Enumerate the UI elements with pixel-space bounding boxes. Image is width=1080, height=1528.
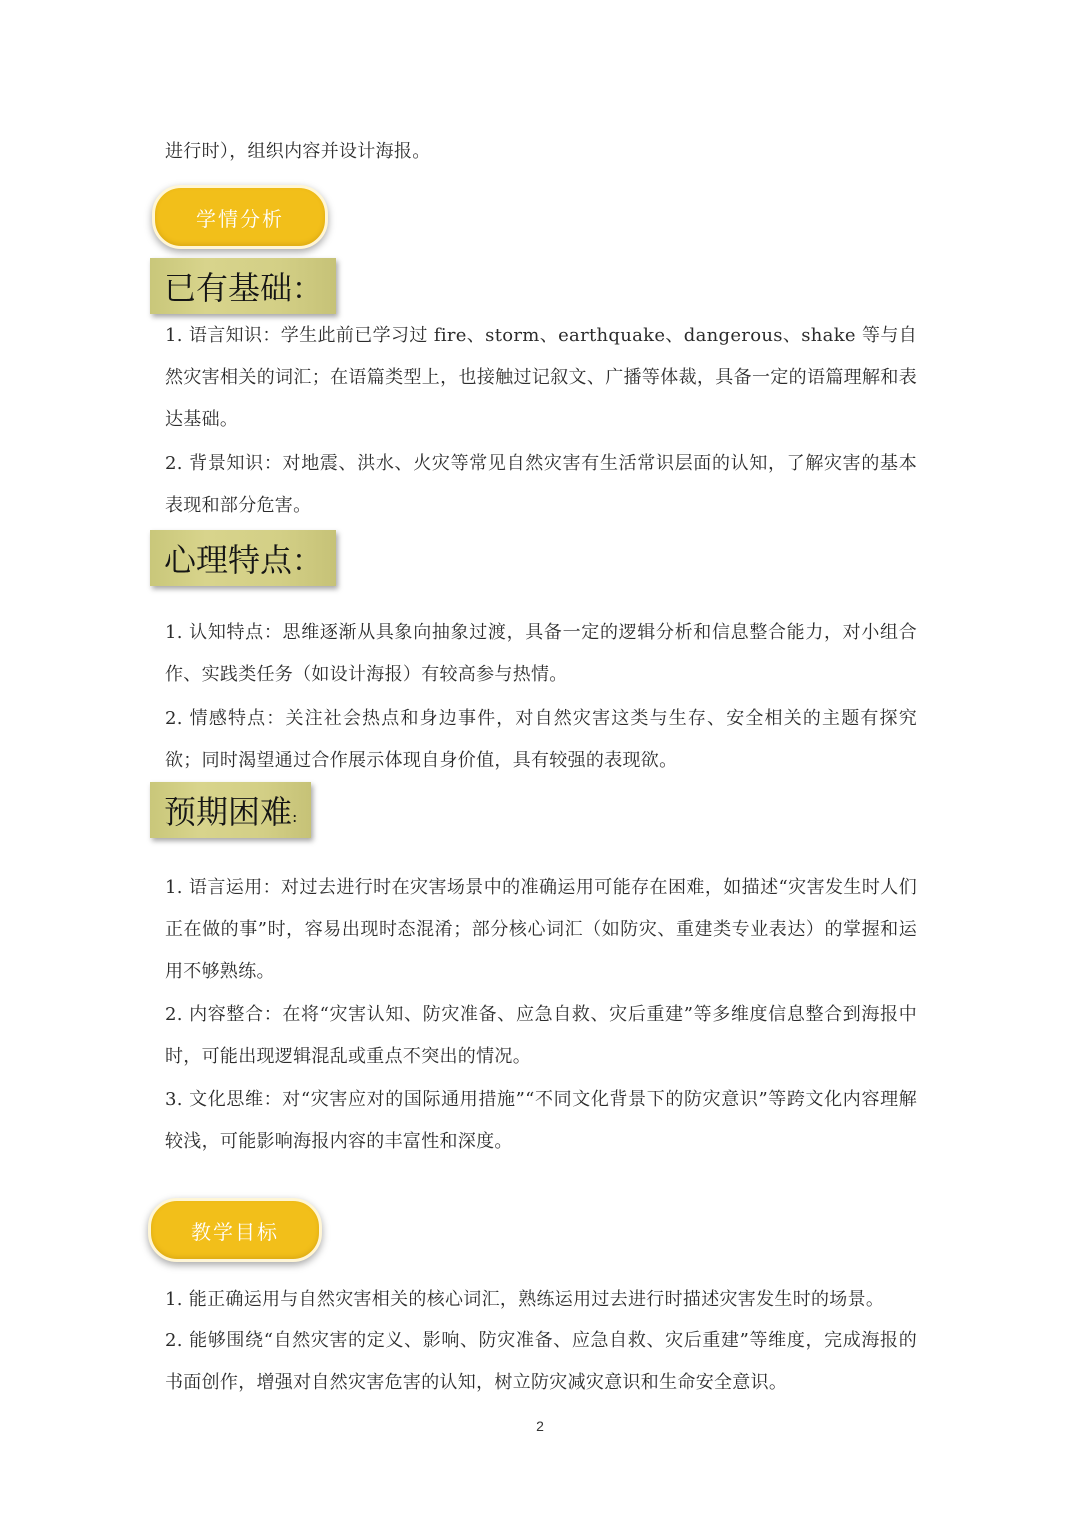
heading-colon: : [292,807,298,826]
psychology-item-1: 1. 认知特点：思维逐渐从具象向抽象过渡，具备一定的逻辑分析和信息整合能力，对小组合作、实践类任务（如设计海报）有较高参与热情。 [165,622,917,685]
heading-psychology [150,530,336,586]
foundation-item-2: 2. 背景知识：对地震、洪水、火灾等常见自然灾害有生活常识层面的认知，了解灾害的基本表现和部分危害。 [165,453,917,516]
section-pill-analysis [152,185,328,249]
heading-foundation [150,258,336,314]
heading-colon: ： [292,544,323,579]
page-number: 2 [536,1418,544,1434]
section-pill-label: 教学目标 [191,1219,279,1244]
difficulties-item-1: 1. 语言运用：对过去进行时在灾害场景中的准确运用可能存在困难，如描述“灾害发生时人们正在做的事”时，容易出现时态混淆；部分核心词汇（如防灾、重建类专业表达）的掌握和运用不够熟练。 [165,877,917,982]
section-pill-label: 学情分析 [196,206,284,231]
foundation-item-1: 1. 语言知识：学生此前已学习过 fire、storm、earthquake、dangerous、shake 等与自然灾害相关的词汇；在语篇类型上，也接触过记叙文、广播等体裁，具备一定的语篇理解和表达基础。 [165,325,917,430]
section-pill-goals [148,1198,322,1262]
heading-difficulties [150,782,311,838]
difficulties-item-3: 3. 文化思维：对“灾害应对的国际通用措施”“不同文化背景下的防灾意识”等跨文化内容理解较浅，可能影响海报内容的丰富性和深度。 [165,1089,917,1152]
goal-item-2: 2. 能够围绕“自然灾害的定义、影响、防灾准备、应急自救、灾后重建”等维度，完成海报的书面创作，增强对自然灾害危害的认知，树立防灾减灾意识和生命安全意识。 [165,1330,917,1393]
intro-text: 进行时），组织内容并设计海报。 [165,141,431,162]
heading-text: 心理特点 [164,541,293,579]
heading-text: 已有基础 [164,269,293,307]
psychology-item-2: 2. 情感特点：关注社会热点和身边事件，对自然灾害这类与生存、安全相关的主题有探究欲；同时渴望通过合作展示体现自身价值，具有较强的表现欲。 [165,708,917,771]
goal-item-1: 1. 能正确运用与自然灾害相关的核心词汇，熟练运用过去进行时描述灾害发生时的场景。 [165,1289,885,1310]
difficulties-item-2: 2. 内容整合：在将“灾害认知、防灾准备、应急自救、灾后重建”等多维度信息整合到海报中时，可能出现逻辑混乱或重点不突出的情况。 [165,1004,917,1067]
heading-text: 预期困难 [164,793,293,831]
heading-colon: ： [292,272,323,307]
